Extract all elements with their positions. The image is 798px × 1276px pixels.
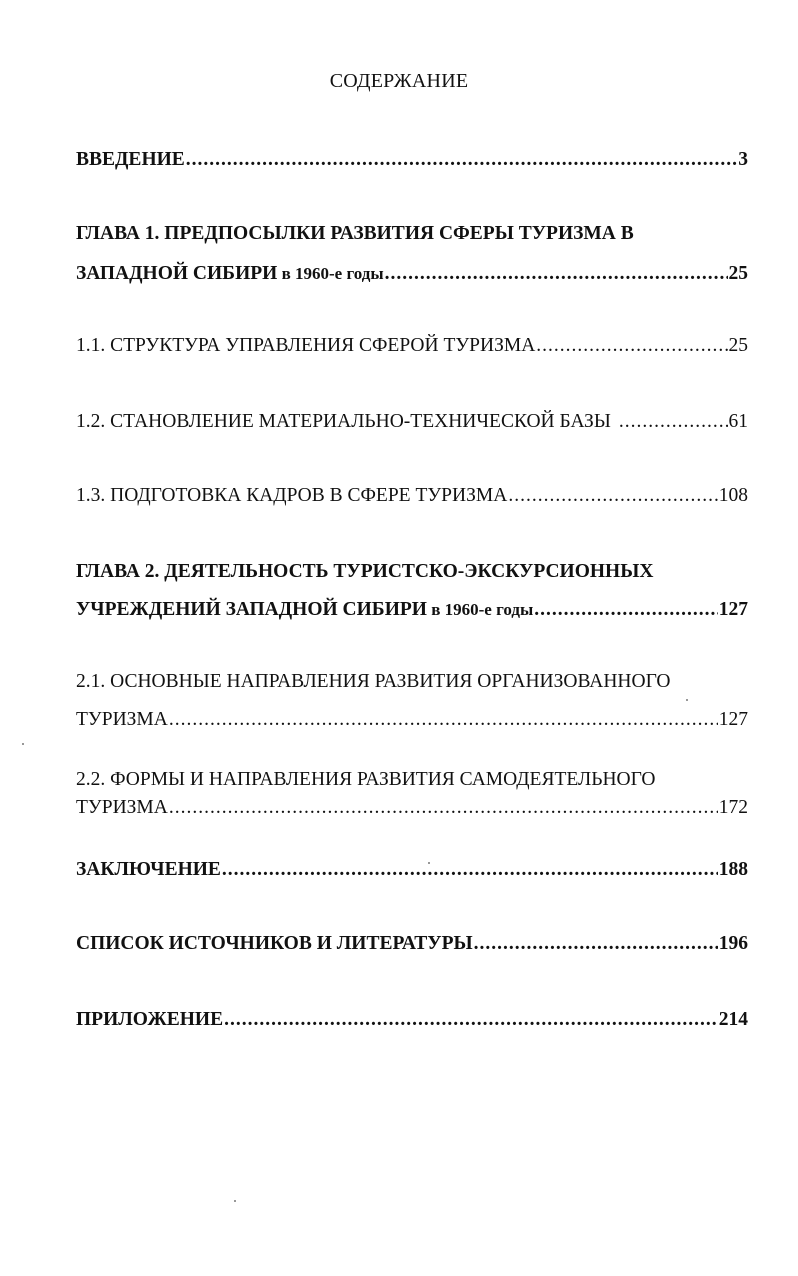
scan-speck	[22, 743, 24, 745]
toc-leader-dots	[224, 1008, 718, 1032]
toc-page-number: 108	[718, 485, 748, 506]
toc-page-number: 25	[728, 263, 748, 284]
toc-leader-dots	[474, 932, 718, 956]
toc-leader-dots	[536, 334, 727, 358]
toc-chapter2-title-line1[interactable]: ГЛАВА 2. ДЕЯТЕЛЬНОСТЬ ТУРИСТСКО-ЭКСКУРСИОННЫХ	[76, 561, 654, 582]
toc-entry-conclusion[interactable]	[76, 858, 748, 882]
toc-entry-label: ЗАКЛЮЧЕНИЕ	[76, 859, 221, 880]
toc-leader-dots	[222, 858, 718, 882]
toc-entry-appendix[interactable]	[76, 1008, 748, 1032]
toc-entry-label: СПИСОК ИСТОЧНИКОВ И ЛИТЕРАТУРЫ	[76, 933, 473, 954]
toc-entry-label	[76, 262, 384, 286]
toc-leader-dots	[508, 484, 717, 508]
toc-entry-label: ПРИЛОЖЕНИЕ	[76, 1009, 224, 1030]
toc-entry-label: ВВЕДЕНИЕ	[76, 149, 185, 170]
toc-page-number: 188	[718, 859, 748, 880]
toc-entry-intro[interactable]	[76, 148, 748, 172]
toc-entry-label	[76, 598, 533, 622]
toc-page-number: 196	[718, 933, 748, 954]
toc-entry-section-2-2[interactable]	[76, 796, 748, 820]
toc-page-number: 3	[738, 149, 748, 170]
scan-speck	[686, 699, 688, 701]
toc-chapter1-title-line2: ЗАПАДНОЙ СИБИРИ	[76, 263, 278, 284]
toc-section-2-2-line1[interactable]: 2.2. ФОРМЫ И НАПРАВЛЕНИЯ РАЗВИТИЯ САМОДЕЯТЕЛЬНОГО	[76, 769, 656, 790]
toc-entry-label: ТУРИЗМА	[76, 709, 168, 730]
toc-entry-sources[interactable]	[76, 932, 748, 956]
toc-page-number: 127	[718, 709, 748, 730]
toc-chapter2-period: в 1960-е годы	[426, 600, 534, 619]
toc-leader-dots	[619, 410, 728, 434]
toc-entry-label: ТУРИЗМА	[76, 797, 168, 818]
toc-page-number: 172	[718, 797, 748, 818]
toc-entry-section-1-1[interactable]	[76, 334, 748, 358]
toc-entry-chapter1[interactable]	[76, 262, 748, 286]
toc-entry-section-2-1[interactable]	[76, 708, 748, 732]
toc-page-number: 127	[718, 599, 748, 620]
toc-page-number: 214	[718, 1009, 748, 1030]
page-title: СОДЕРЖАНИЕ	[329, 70, 469, 92]
toc-leader-dots	[385, 262, 728, 286]
toc-chapter1-title-line1[interactable]: ГЛАВА 1. ПРЕДПОСЫЛКИ РАЗВИТИЯ СФЕРЫ ТУРИЗМА В	[76, 223, 634, 244]
toc-leader-dots	[534, 598, 717, 622]
toc-entry-section-1-3[interactable]	[76, 484, 748, 508]
toc-entry-label: 1.2. СТАНОВЛЕНИЕ МАТЕРИАЛЬНО-ТЕХНИЧЕСКОЙ БАЗЫ	[76, 411, 611, 432]
toc-entry-label: 1.1. СТРУКТУРА УПРАВЛЕНИЯ СФЕРОЙ ТУРИЗМА	[76, 335, 536, 356]
toc-leader-dots	[169, 796, 718, 820]
scan-speck	[428, 862, 430, 864]
toc-chapter1-period: в 1960-е годы	[277, 264, 384, 283]
toc-section-2-1-line1[interactable]: 2.1. ОСНОВНЫЕ НАПРАВЛЕНИЯ РАЗВИТИЯ ОРГАНИЗОВАННОГО	[76, 671, 671, 692]
toc-page-number: 25	[728, 335, 748, 356]
toc-leader-dots	[169, 708, 718, 732]
scan-speck	[234, 1200, 236, 1202]
toc-chapter2-title-line2: УЧРЕЖДЕНИЙ ЗАПАДНОЙ СИБИРИ	[76, 599, 427, 620]
toc-entry-label: 1.3. ПОДГОТОВКА КАДРОВ В СФЕРЕ ТУРИЗМА	[76, 485, 508, 506]
toc-entry-chapter2[interactable]	[76, 598, 748, 622]
toc-entry-section-1-2[interactable]	[76, 410, 748, 434]
toc-leader-dots	[186, 148, 737, 172]
toc-page-number: 61	[728, 411, 748, 432]
